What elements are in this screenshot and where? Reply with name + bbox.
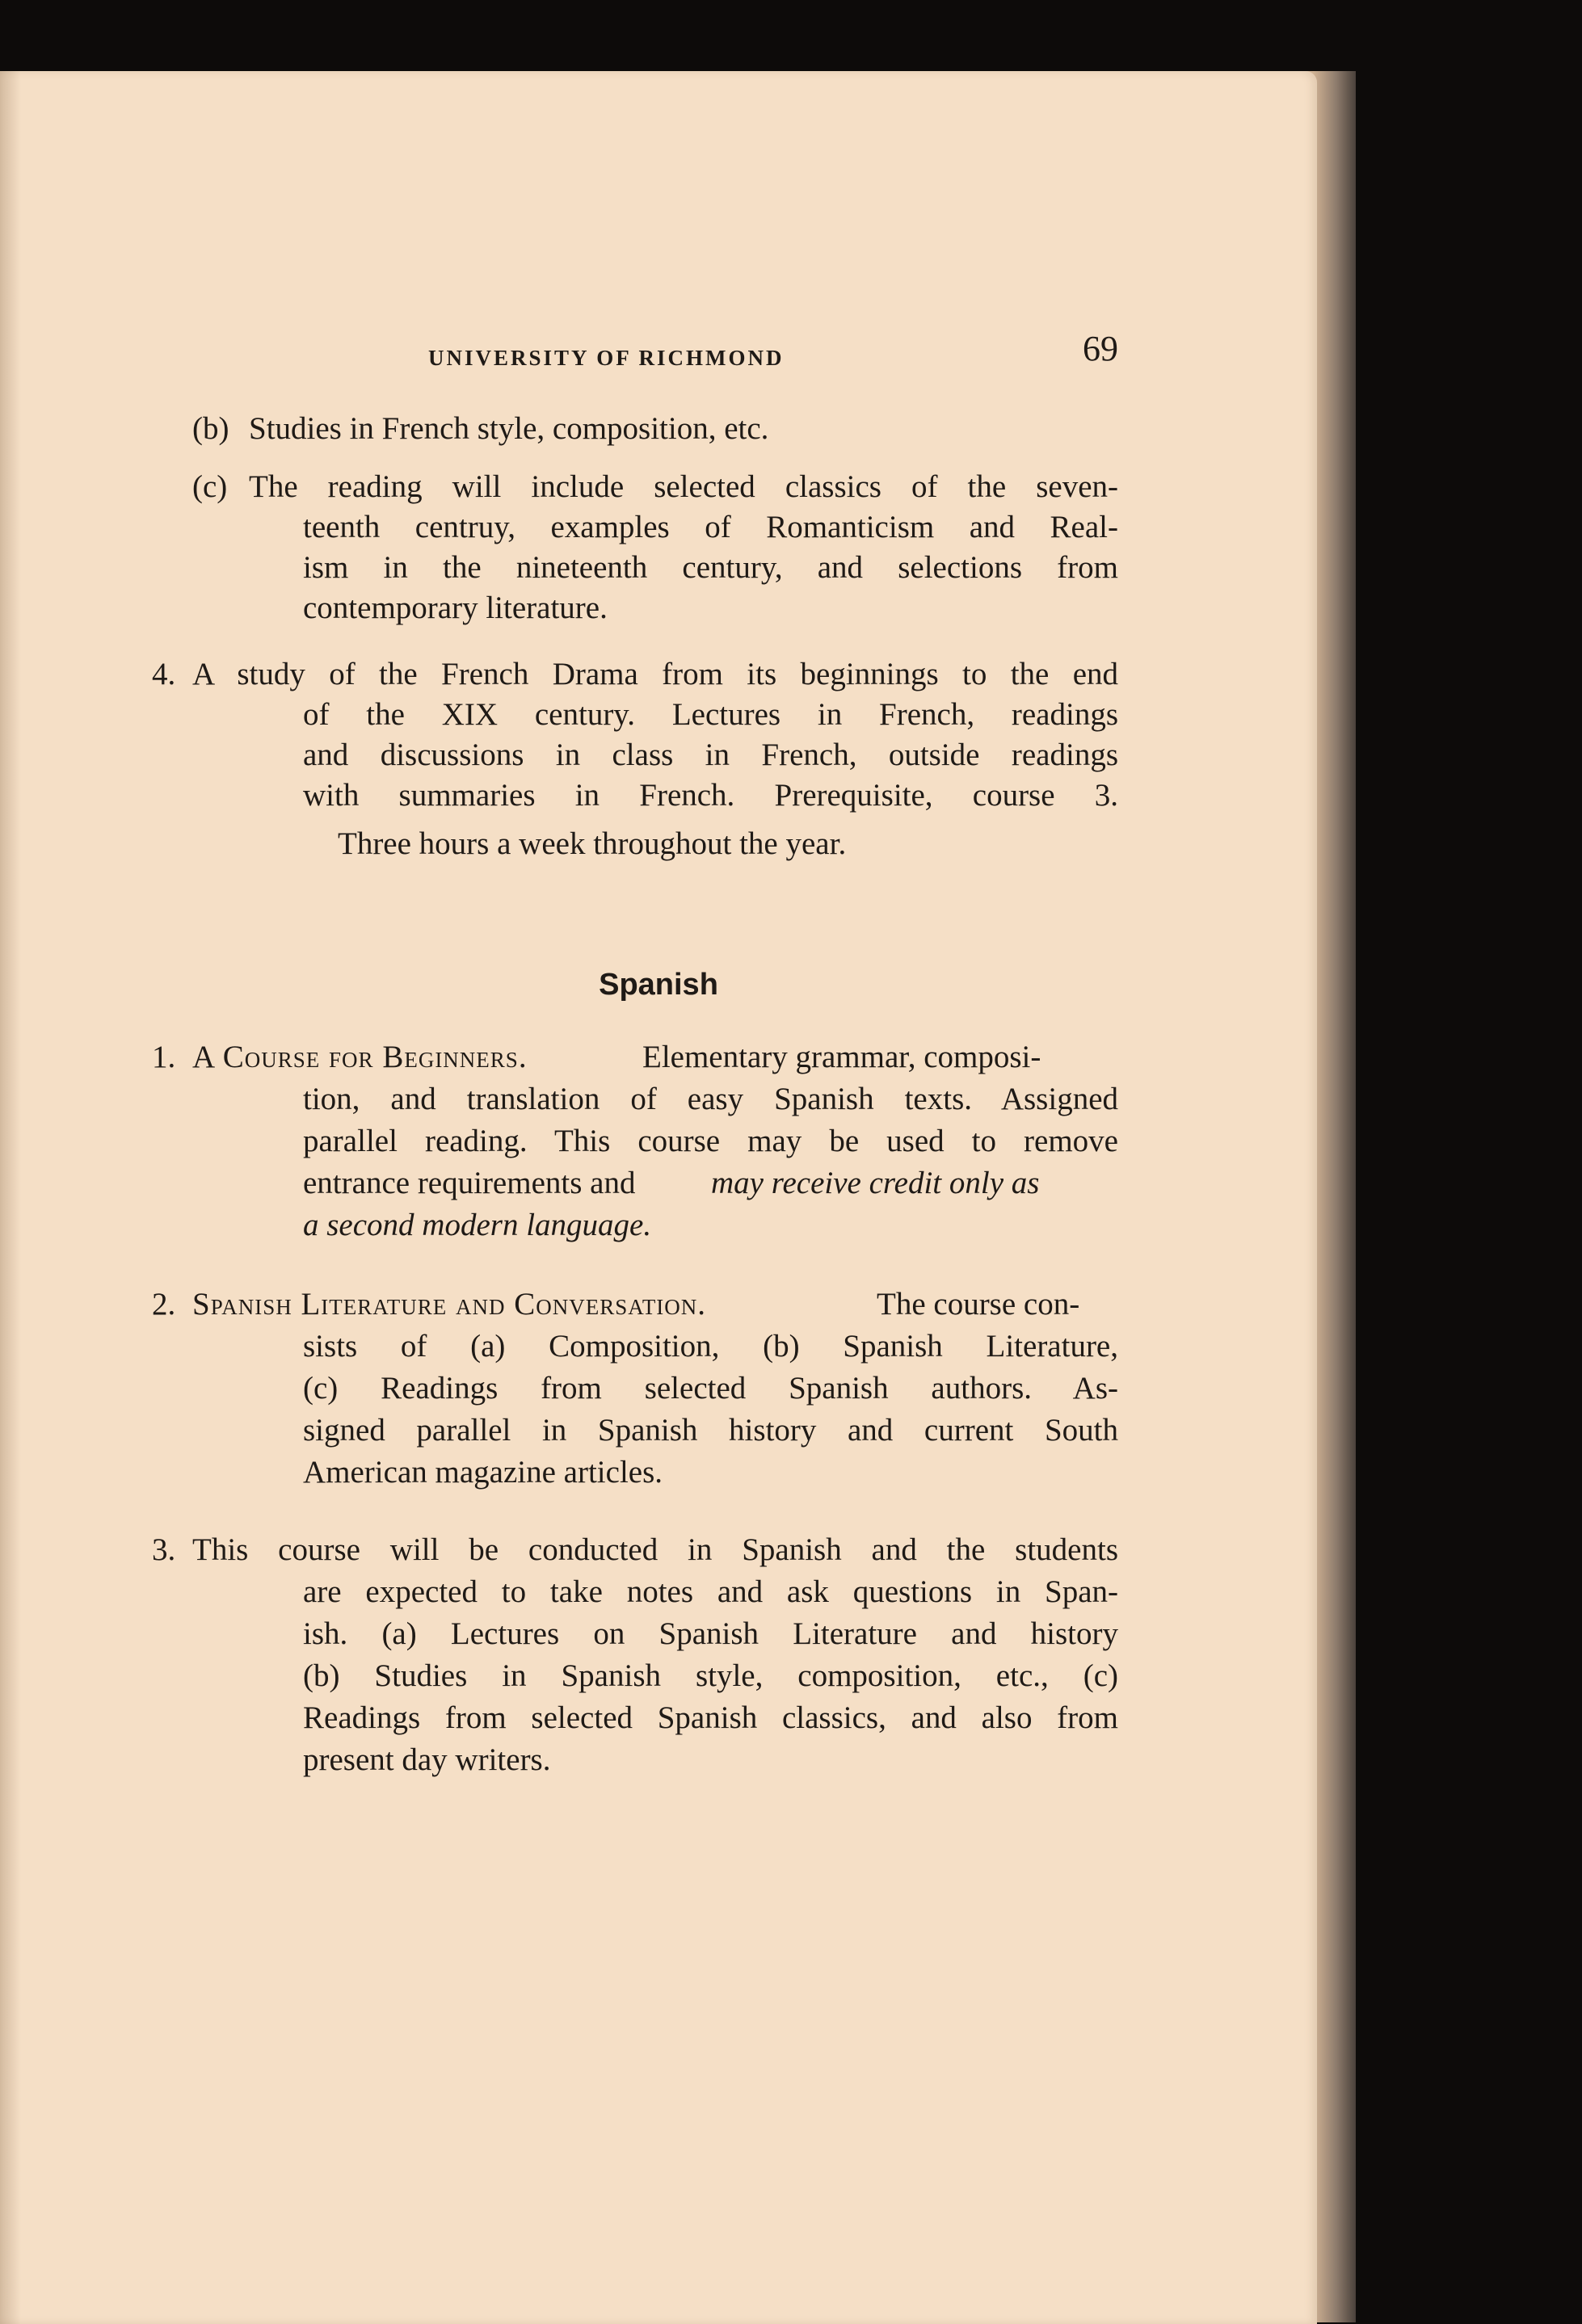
course-line: parallel reading. This course may be used to remove: [303, 1124, 1118, 1158]
course-line: The course con-: [877, 1287, 1080, 1322]
course-line: This course will be conducted in Spanish and the students: [192, 1532, 1118, 1567]
course-line: (b) Studies in Spanish style, composition, etc., (c): [303, 1658, 1118, 1693]
course-number: 4.: [152, 657, 176, 691]
course-line: American magazine articles.: [303, 1455, 663, 1490]
course-line: (c) Readings from selected Spanish authors. As-: [303, 1371, 1118, 1406]
course-line: with summaries in French. Prerequisite, course 3.: [303, 778, 1118, 813]
course-hours: Three hours a week throughout the year.: [338, 826, 847, 861]
course-line: tion, and translation of easy Spanish texts. Assigned: [303, 1082, 1118, 1116]
course-line: and discussions in class in French, outside readings: [303, 738, 1118, 772]
page-number: 69: [1083, 329, 1118, 368]
course-line: A study of the French Drama from its beginnings to the end: [192, 657, 1118, 691]
course-line: signed parallel in Spanish history and current South: [303, 1413, 1118, 1448]
course-number: 1.: [152, 1040, 176, 1074]
course-line: Elementary grammar, composi-: [642, 1040, 1041, 1074]
course-line: are expected to take notes and ask questions in Span-: [303, 1574, 1118, 1609]
course-line: of the XIX century. Lectures in French, readings: [303, 697, 1118, 732]
item-line: ism in the nineteenth century, and selections from: [303, 550, 1118, 585]
course-line: entrance requirements and: [303, 1166, 636, 1200]
item-text: Studies in French style, composition, etc.: [249, 411, 769, 446]
item-label: (c): [192, 469, 228, 504]
book-page: [0, 71, 1317, 2324]
item-line: The reading will include selected classics of the seven-: [249, 469, 1118, 504]
item-label: (b): [192, 411, 229, 446]
course-number: 3.: [152, 1532, 176, 1567]
course-line: sists of (a) Composition, (b) Spanish Literature,: [303, 1329, 1118, 1364]
course-line-italic: may receive credit only as: [711, 1166, 1040, 1200]
course-line: present day writers.: [303, 1742, 551, 1777]
course-title: Spanish Literature and Conversation.: [192, 1287, 707, 1322]
course-line-italic: a second modern language.: [303, 1208, 652, 1242]
running-head: UNIVERSITY OF RICHMOND: [428, 346, 785, 370]
page-header: [0, 328, 1317, 385]
item-line: teenth centruy, examples of Romanticism and Real-: [303, 510, 1118, 544]
course-line: ish. (a) Lectures on Spanish Literature and history: [303, 1616, 1118, 1651]
gutter-shadow: [0, 71, 21, 2324]
course-title: A Course for Beginners.: [192, 1040, 528, 1074]
section-heading: Spanish: [599, 968, 718, 1002]
item-line: contemporary literature.: [303, 590, 608, 625]
course-line: Readings from selected Spanish classics, and also from: [303, 1700, 1118, 1735]
course-number: 2.: [152, 1287, 176, 1322]
